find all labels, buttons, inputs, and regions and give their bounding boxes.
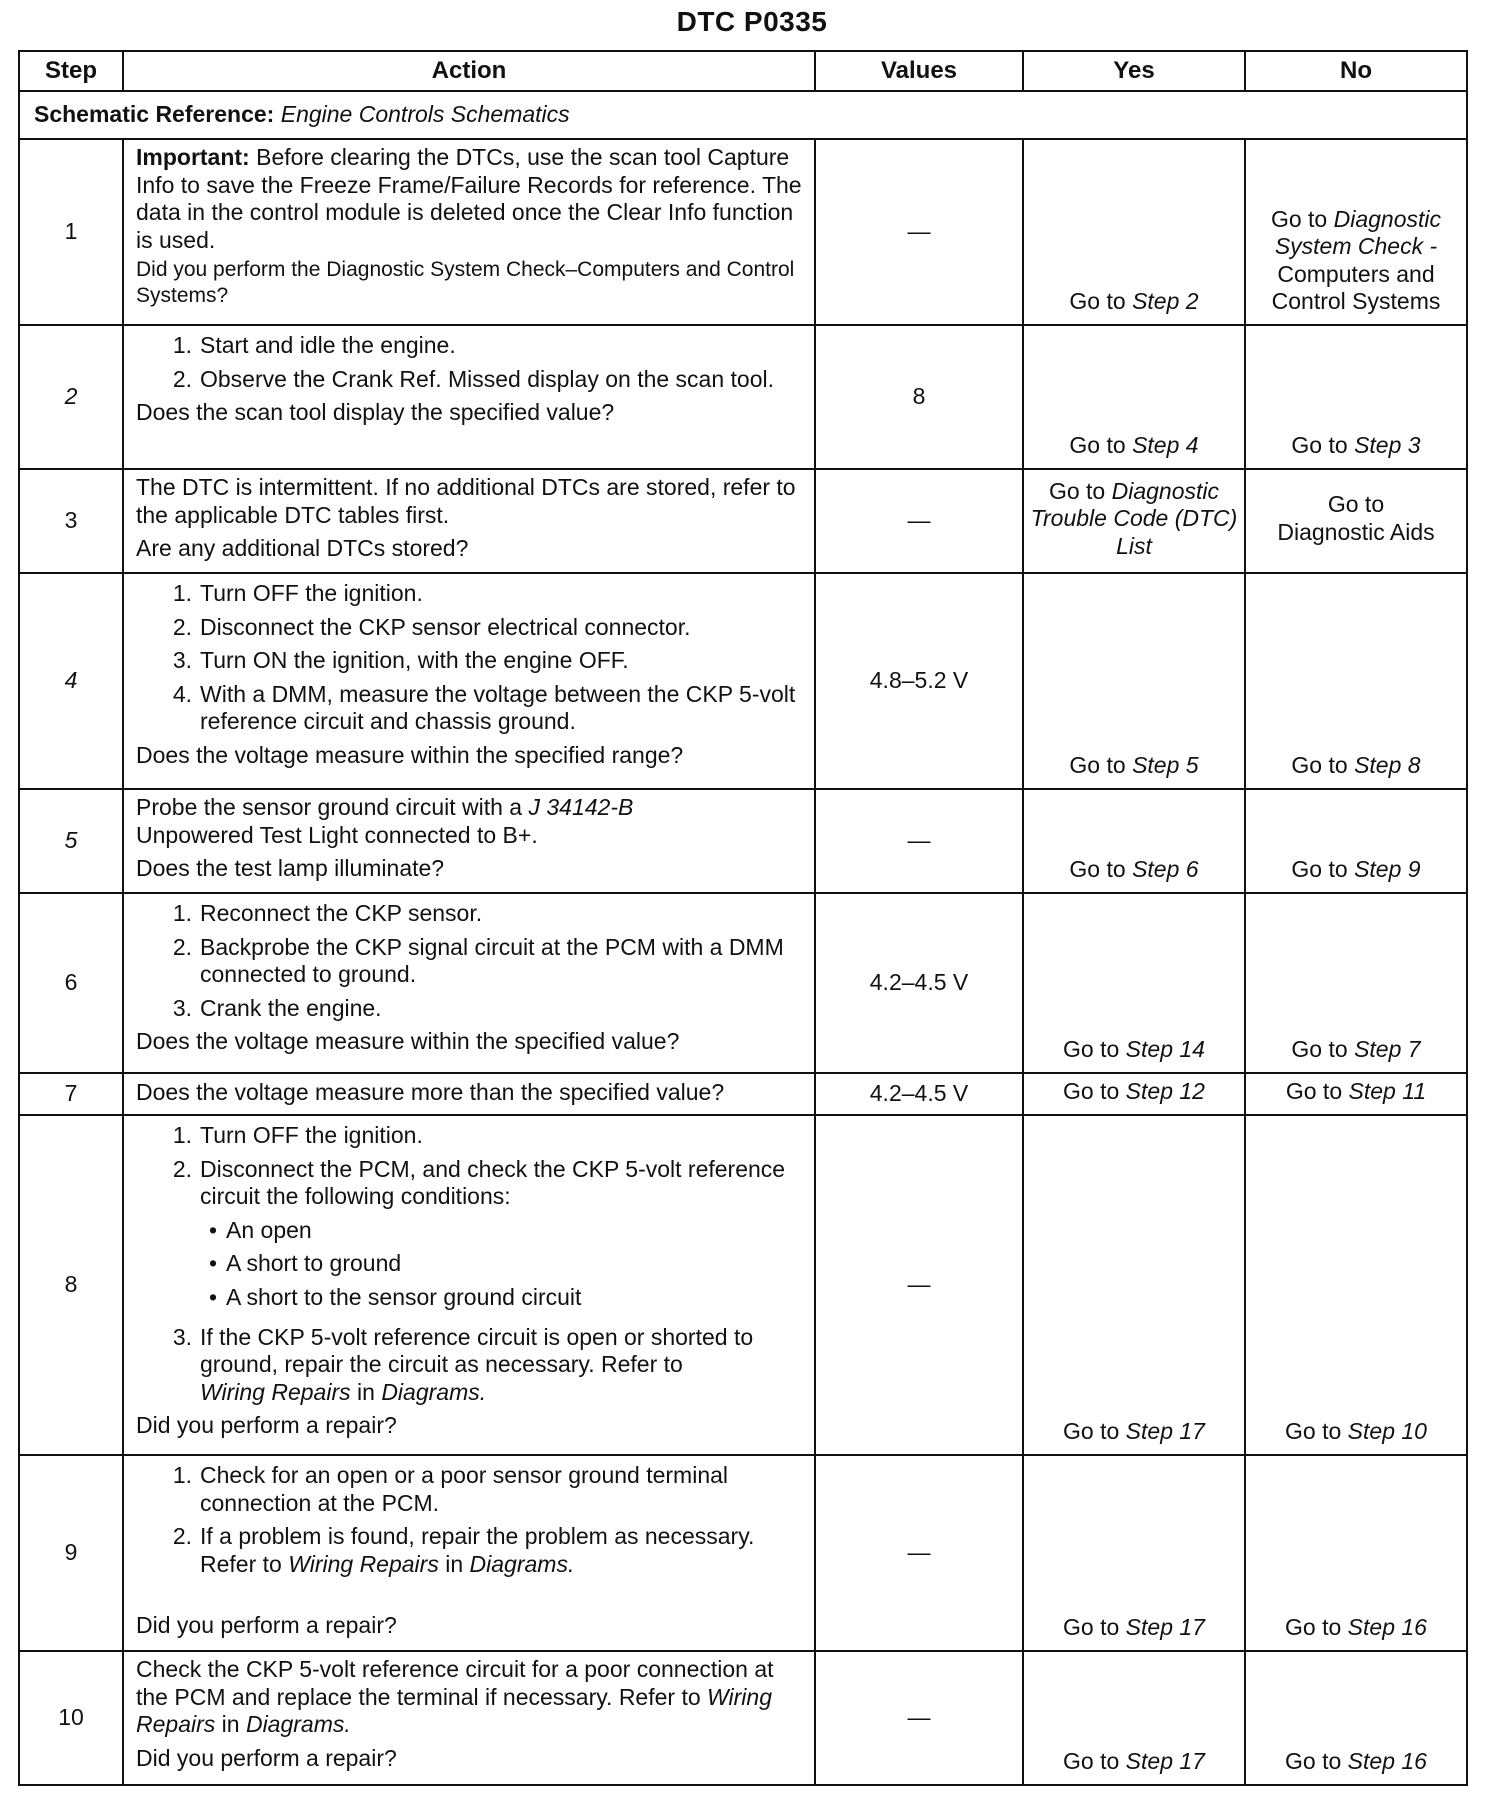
question: Did you perform the Diagnostic System Check–Computers and Control Systems? bbox=[136, 258, 795, 307]
table-row bbox=[19, 469, 1467, 573]
header-yes: Yes bbox=[1023, 51, 1245, 91]
wiring-repairs-link[interactable]: Wiring Repairs bbox=[200, 1378, 351, 1405]
step-link[interactable]: Step 17 bbox=[1125, 1748, 1205, 1775]
list-item: 1. Turn OFF the ignition. bbox=[172, 580, 423, 606]
step-link[interactable]: Step 17 bbox=[1125, 1614, 1205, 1641]
step-link[interactable]: Step 10 bbox=[1347, 1418, 1427, 1445]
yes-cell[interactable]: Go to Step 17 bbox=[1023, 1115, 1245, 1455]
link-rest: Computers and Control Systems bbox=[1271, 260, 1441, 315]
diagrams-link[interactable]: Diagrams. bbox=[381, 1378, 487, 1405]
list-item: 3. Turn ON the ignition, with the engine OFF. bbox=[172, 647, 629, 674]
list-item: 1. Turn OFF the ignition. bbox=[172, 1122, 423, 1148]
step-link[interactable]: Step 8 bbox=[1354, 752, 1421, 779]
yes-cell[interactable]: Go to Step 4 bbox=[1023, 325, 1245, 469]
no-cell[interactable]: Go to Step 3 bbox=[1245, 325, 1467, 469]
table-row bbox=[19, 1115, 1467, 1455]
no-cell[interactable]: Go to Step 16 bbox=[1245, 1455, 1467, 1651]
step-link[interactable]: Step 5 bbox=[1132, 752, 1199, 779]
question: Does the voltage measure within the specified value? bbox=[136, 1028, 680, 1055]
step-link[interactable]: Step 17 bbox=[1125, 1418, 1205, 1445]
step-number: 6 bbox=[19, 893, 123, 1073]
yes-cell[interactable] bbox=[1023, 139, 1245, 325]
step-link[interactable]: Step 14 bbox=[1125, 1036, 1205, 1063]
step-link[interactable]: Step 16 bbox=[1347, 1748, 1427, 1775]
go-to-text: Go to bbox=[1270, 205, 1328, 232]
question: Did you perform a repair? bbox=[136, 1744, 397, 1771]
value-cell: — bbox=[815, 139, 1023, 325]
action-cell bbox=[123, 893, 815, 1073]
table-row bbox=[19, 573, 1467, 789]
action-text: The DTC is intermittent. If no additional DTCs are stored, refer to the applicable DTC tables first. bbox=[136, 474, 796, 528]
step-number: 4 bbox=[19, 573, 123, 789]
question: Does the voltage measure within the specified range? bbox=[136, 741, 684, 768]
table-row bbox=[19, 1651, 1467, 1785]
question: Does the scan tool display the specified value? bbox=[136, 399, 615, 426]
table-row bbox=[19, 139, 1467, 325]
yes-cell[interactable]: Go to Step 17 bbox=[1023, 1651, 1245, 1785]
header-values: Values bbox=[815, 51, 1023, 91]
diagrams-link[interactable]: Diagrams. bbox=[469, 1550, 575, 1577]
wiring-repairs-link[interactable]: Wiring Repairs bbox=[288, 1550, 439, 1577]
go-to-text: Go to bbox=[1069, 288, 1126, 315]
list-item: 2. If a problem is found, repair the problem as necessary. Refer to Wiring Repairs in Diagrams. bbox=[172, 1523, 755, 1577]
bullet-item: • An open bbox=[208, 1216, 312, 1243]
value-cell: — bbox=[815, 1651, 1023, 1785]
important-text: Before clearing the DTCs, use the scan tool Capture Info to save the Freeze Frame/Failure Records for reference. The data in the control module is deleted once the Clear Info function is used. bbox=[136, 144, 802, 253]
dtc-list-link[interactable]: Diagnostic Trouble Code (DTC) List bbox=[1030, 477, 1238, 559]
action-cell bbox=[123, 1073, 815, 1115]
no-cell[interactable]: Go to Step 9 bbox=[1245, 789, 1467, 893]
step-number: 2 bbox=[19, 325, 123, 469]
value-cell: 4.8–5.2 V bbox=[815, 573, 1023, 789]
step-link[interactable]: Step 9 bbox=[1354, 856, 1421, 883]
step-link[interactable]: Step 12 bbox=[1125, 1078, 1205, 1105]
yes-cell[interactable]: Go to Step 14 bbox=[1023, 893, 1245, 1073]
header-row bbox=[19, 51, 1467, 91]
no-cell[interactable] bbox=[1245, 139, 1467, 325]
no-cell[interactable]: Go to Step 11 bbox=[1245, 1073, 1467, 1115]
header-action: Action bbox=[123, 51, 815, 91]
step-link[interactable]: Step 3 bbox=[1354, 432, 1421, 459]
step-number: 1 bbox=[19, 139, 123, 325]
value-cell: — bbox=[815, 1115, 1023, 1455]
action-cell bbox=[123, 325, 815, 469]
table-row bbox=[19, 1073, 1467, 1115]
step-number: 8 bbox=[19, 1115, 123, 1455]
diagnostic-table bbox=[18, 50, 1468, 1786]
page-title: DTC P0335 bbox=[676, 6, 828, 37]
step-link[interactable]: Step 11 bbox=[1348, 1078, 1427, 1105]
list-item: 2. Backprobe the CKP signal circuit at the PCM with a DMM connected to ground. bbox=[172, 933, 784, 988]
no-cell[interactable]: Go to Step 16 bbox=[1245, 1651, 1467, 1785]
no-cell[interactable]: Go to Step 7 bbox=[1245, 893, 1467, 1073]
wiring-repairs-link[interactable]: Wiring Repairs bbox=[136, 1683, 772, 1738]
important-label: Important: bbox=[136, 144, 250, 170]
step-number: 3 bbox=[19, 469, 123, 573]
question: Are any additional DTCs stored? bbox=[136, 535, 469, 562]
yes-cell[interactable]: Go to Step 6 bbox=[1023, 789, 1245, 893]
reference-label: Schematic Reference: bbox=[34, 101, 275, 128]
action-cell bbox=[123, 1455, 815, 1651]
table-row bbox=[19, 789, 1467, 893]
question: Did you perform a repair? bbox=[136, 1412, 397, 1439]
list-item: 2. Observe the Crank Ref. Missed display on the scan tool. bbox=[172, 365, 775, 392]
schematic-reference bbox=[19, 91, 1467, 139]
list-item: 2. Disconnect the PCM, and check the CKP 5-volt reference circuit the following conditions: • An open • A short to ground • A short to the sensor ground circuit bbox=[136, 1156, 802, 1318]
step-link[interactable]: Step 6 bbox=[1132, 856, 1199, 883]
diagnostic-aids-link[interactable]: Diagnostic Aids bbox=[1277, 519, 1435, 545]
action-cell: Probe the sensor ground circuit with a J 34142-B Unpowered Test Light connected to B+. Does the test lamp illuminate? bbox=[123, 789, 815, 893]
no-cell[interactable]: Go to Step 8 bbox=[1245, 573, 1467, 789]
value-cell: — bbox=[815, 789, 1023, 893]
yes-cell[interactable]: Go to Diagnostic Trouble Code (DTC) List bbox=[1023, 469, 1245, 573]
reference-link[interactable]: Engine Controls Schematics bbox=[280, 101, 570, 128]
header-no: No bbox=[1245, 51, 1467, 91]
bullet-item: • A short to ground bbox=[208, 1250, 402, 1277]
step-number: 7 bbox=[19, 1073, 123, 1115]
step-link[interactable]: Step 2 bbox=[1132, 288, 1199, 315]
action-cell bbox=[123, 573, 815, 789]
list-item: 3. Crank the engine. bbox=[172, 994, 382, 1021]
reference-row bbox=[19, 91, 1467, 139]
list-item: 1. Start and idle the engine. bbox=[172, 332, 456, 358]
action-cell bbox=[123, 139, 815, 325]
diagnostic-system-check-link[interactable]: Diagnostic System Check - bbox=[1274, 205, 1442, 260]
value-cell: 4.2–4.5 V bbox=[815, 1073, 1023, 1115]
diagrams-link[interactable]: Diagrams. bbox=[245, 1711, 351, 1738]
list-item: 3. If the CKP 5-volt reference circuit is open or shorted to ground, repair the circuit as necessary. Refer to Wiring Repairs in Diagrams. bbox=[172, 1323, 754, 1405]
yes-cell[interactable]: Go to Step 5 bbox=[1023, 573, 1245, 789]
table-row bbox=[19, 325, 1467, 469]
step-link[interactable]: Step 16 bbox=[1347, 1614, 1427, 1641]
bullet-item: • A short to the sensor ground circuit bbox=[208, 1283, 582, 1310]
list-item: 1. Reconnect the CKP sensor. bbox=[172, 900, 483, 926]
no-cell[interactable]: Go to Diagnostic Aids bbox=[1245, 469, 1467, 573]
question: Does the test lamp illuminate? bbox=[136, 855, 445, 882]
step-number: 9 bbox=[19, 1455, 123, 1651]
value-cell: — bbox=[815, 1455, 1023, 1651]
list-item: 1. Check for an open or a poor sensor ground terminal connection at the PCM. bbox=[172, 1462, 729, 1516]
step-link[interactable]: Step 7 bbox=[1354, 1036, 1421, 1063]
action-cell bbox=[123, 1115, 815, 1455]
list-item: 2. Disconnect the CKP sensor electrical connector. bbox=[172, 613, 691, 640]
question: Does the voltage measure more than the specified value? bbox=[136, 1079, 725, 1106]
value-cell: 8 bbox=[815, 325, 1023, 469]
list-item: 4. With a DMM, measure the voltage between the CKP 5-volt reference circuit and chassis ground. bbox=[172, 680, 796, 735]
yes-cell[interactable]: Go to Step 12 bbox=[1023, 1073, 1245, 1115]
no-cell[interactable]: Go to Step 10 bbox=[1245, 1115, 1467, 1455]
action-cell: Check the CKP 5-volt reference circuit for a poor connection at the PCM and replace the terminal if necessary. Refer to Wiring Repairs in Diagrams. Did you perform a repair? bbox=[123, 1651, 815, 1785]
value-cell: 4.2–4.5 V bbox=[815, 893, 1023, 1073]
step-link[interactable]: Step 4 bbox=[1132, 432, 1199, 459]
table-row bbox=[19, 893, 1467, 1073]
yes-cell[interactable]: Go to Step 17 bbox=[1023, 1455, 1245, 1651]
step-number: 5 bbox=[19, 789, 123, 893]
step-number: 10 bbox=[19, 1651, 123, 1785]
question: Did you perform a repair? bbox=[136, 1612, 397, 1639]
tool-reference: J 34142-B bbox=[528, 794, 634, 820]
table-row bbox=[19, 1455, 1467, 1651]
header-step: Step bbox=[19, 51, 123, 91]
value-cell: — bbox=[815, 469, 1023, 573]
action-cell bbox=[123, 469, 815, 573]
